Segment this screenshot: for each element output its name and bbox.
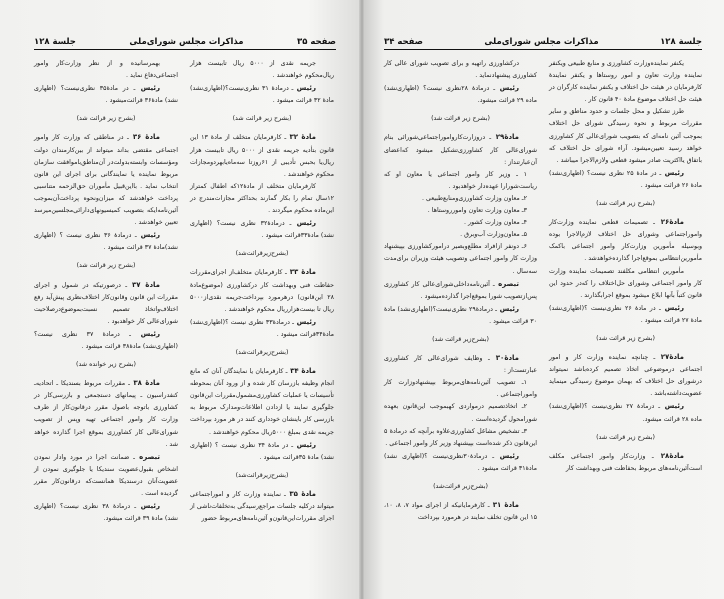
speaker-name: رئیس (660, 402, 685, 411)
left-page-columns (34, 58, 334, 525)
header-rule (384, 49, 702, 50)
article-label: مادهٔ۲۹ (491, 133, 519, 142)
reading-caption: (بشرح زیر قرائت شد) (76, 262, 136, 270)
session-number: جلسة ۱۲۸ (660, 37, 702, 47)
speaker-name: رئیس (135, 84, 160, 93)
reading-caption: (بشرح زیر قرائت شد) (596, 433, 655, 441)
article-paragraph (190, 365, 334, 439)
speaker-name: رئیس (496, 304, 519, 313)
paragraph-text: ـ دروزارت‌کاروامور‌اجتماعی‌شورائی بنام شورای‌عالی کار کشاورزی‌تشکیل میشود که‌اعضای آن‌عبارتنداز : (384, 134, 537, 166)
speaker-line (549, 400, 702, 425)
article-label: مادهٔ ۳۵ (285, 489, 317, 498)
reading-caption: (بشرح زیر قرائت شد) (596, 334, 655, 342)
article-label: مادهٔ۲۸ (653, 451, 684, 460)
column-right (549, 58, 702, 524)
article-paragraph (549, 351, 702, 400)
article-label: مادهٔ ۳۸ (129, 379, 160, 388)
paragraph-text: ـ چنانچه نماینده وزارت کار و امور اجتماعی درموضوعی اتخاذ تصمیم کرده‌باشد نمیتواند درشورای حل اختلاف که بهمان موضوع رسیدگی مینماید عضویت‌داشته‌باشد . (549, 354, 702, 398)
article-label: مادهٔ ۳۶ (128, 133, 160, 142)
paragraph-text: یکنفر نماینده‌وزارت کشاورزی و منابع طبیعی ویکنفر نماینده وزارت تعاون و امور روستاها و یکنفر نمایندهٔ کارفرمایان در هیئت حل اختلاف و یکنفر نماینده کارگران در هیئت حل اختلاف موضوع مادهٔ ۴۰ قانون کار . (549, 60, 702, 104)
reading-caption: (بشرح زیر قرائت شد) (431, 115, 490, 123)
reading-caption: (بشرح‌زیرقرائت‌شد) (235, 348, 289, 356)
column-right (190, 58, 334, 525)
page-number: صفحه ۳۴ (384, 37, 423, 47)
reading-caption: (بشرح‌زیر قرائت شد) (432, 335, 489, 343)
paragraph-text: ـ درمادهٔ ۳۷ نظری نیست؟ (اظهاری‌نشد) مادهٔ۳۸ قرائت میشود . (34, 330, 178, 350)
article-paragraph (34, 131, 178, 229)
speaker-name: رئیس (495, 84, 520, 93)
paragraph-text: مأمورین انتظامی مکلفند تصمیمات نماینده وزارت کار وامور اجتماعی وشورای حل‌اختلاف را که‌در حدود این قانون کتباً بآنها ابلاغ میشود بموقع اجرابگذارند . (549, 267, 702, 299)
article-paragraph (384, 499, 537, 524)
paragraph-text: ـ در مناطقی که وزارت کار وامور اجتماعی مقتضی بداند میتواند از بین‌کارمندان دولت ومؤسسات وابسته‌بدولت‌در آن‌مناطق‌باموافقت سازمان مربوط نماینده یا نمایندگانی برای اجرای این قانون انتخاب نماید . بااین‌قبیل مأموران حق‌الزحمه متناسبی پرداخت خواهدشد که میزان‌ونحوه پرداخت‌آن‌بموجب آئین‌نامه‌ایکه بتصویب کمیسیونهای‌دارائی‌مجلسین‌میرسد تعیین خواهدشد . (34, 134, 178, 227)
note-paragraph (384, 278, 537, 303)
article-paragraph (190, 131, 334, 180)
text-paragraph (34, 58, 178, 82)
article-label: مادهٔ ۳۱ (489, 501, 520, 510)
article-label: مادهٔ ۳۳ (286, 268, 316, 277)
speaker-line (384, 303, 537, 328)
speaker-name: رئیس (136, 231, 160, 240)
list-item: ۶ـ دونفر ازافراد مطلع‌وبصیر درامورکشاورزی بپیشنهاد وزارت کار وامور اجتماعی وتصویب هیئت وزیران برای‌مدت سه‌سال . (384, 243, 537, 275)
speaker-line (190, 82, 334, 107)
article-paragraph (384, 131, 537, 168)
article-label: مادهٔ ۳۷ (127, 280, 160, 289)
article-paragraph (190, 488, 334, 525)
list-item: ۴ـ معاون وزارت کشور . (464, 219, 527, 227)
reading-caption: (بشرح زیر قرائت شد) (232, 115, 292, 123)
paragraph-text: ـ کارفرمایان متخلف‌از اجرای‌مقررات حفاظت فنی وبهداشت کار درکشاورزی (موضوع‌مادهٔ ۲۸ این‌قانون) درهرمورد بپرداخت‌جریمه نقدی‌از۵۰۰۰ ریال تا بیست‌هزارریال محکوم خواهندشد . (190, 269, 334, 313)
reading-caption: (بشرح‌زیرقرائت‌شد) (235, 471, 289, 479)
speaker-name: رئیس (293, 440, 316, 449)
speaker-name: رئیس (660, 303, 684, 312)
list-item: ۳ـ معاون وزارت تعاون وامورروستاها . (427, 207, 527, 215)
speaker-name: رئیس (494, 451, 519, 460)
speaker-line (34, 82, 178, 107)
paragraph-text: ـ درمادهٔ ۲۷ نظری‌نیست ؟(اظهاری‌نشد) ماده ۲۸ قرائت میشود. (549, 403, 702, 423)
speaker-name: رئیس (293, 317, 316, 326)
paragraph-text: درکشاورزی راتهیه و برای تصویب شورای عالی کار کشاورزی پیشنهادنماید . (384, 60, 537, 80)
paragraph-text: جریمه نقدی از ۵۰۰۰ ریال تابیست هزار ریال‌محکوم خواهندشد . (190, 60, 334, 80)
right-page-header (384, 33, 702, 47)
article-label: مادهٔ ۳۲ (286, 133, 317, 142)
right-page (362, 0, 724, 599)
list-item: ۱ ـ وزیر کار وامور اجتماعی یا معاون او که ریاست‌شورارا عهده‌دار خواهدبود . (384, 170, 537, 190)
article-label: مادهٔ۲۷ (655, 353, 685, 362)
text-paragraph (549, 58, 702, 106)
speaker-name: رئیس (293, 84, 316, 93)
list-item: ۱ـ تصویب آئین‌نامه‌های‌مربوط بپیشنهادوزارت کار وامور‌اجتماعی . (384, 379, 537, 399)
paragraph-text: ـ در مادهٔ ۲۶ نظری‌نیست ؟(اظهاری‌نشد) مادهٔ ۲۷ قرائت میشود . (549, 304, 702, 324)
article-label: مادهٔ ۳۴ (287, 367, 317, 376)
article-label: مادهٔ۲۶ (655, 218, 684, 227)
list-item: ۵ـ معاون‌وزارت آب‌وبرق . (460, 231, 527, 239)
paragraph-text: طرز تشکیل و محل جلسات و حدود مناطق و سایر مقررات مربوط و نحوه رسیدگی شورای حل اختلاف بموجب آئین نامه‌ای که بتصویب شورای‌عالی کار کشاورزی خواهد رسید تعیین‌میشود. آراء شورای حل اختلاف که باتفاق یااکثریت صادر میشود قطعی ولازم‌الاجرا میباشد . (549, 108, 702, 164)
header-rule (34, 49, 336, 50)
text-paragraph (190, 58, 334, 82)
speaker-line (34, 328, 178, 353)
paragraph-text: ـ در مادهٔ ۳۴ نظری نیست ؟ (اظهاری نشد) مادهٔ ۳۵قرائت میشود . (190, 441, 334, 461)
speaker-line (549, 302, 702, 327)
right-page-columns (384, 58, 702, 524)
list-item: ۳ـ تشخیص مشاغل کشاورزی‌علاوه برآنچه که درمادهٔ ۵ این‌قانون ذکر شده‌است بپیشنهاد وزیر کار وامور اجتماعی . (384, 427, 537, 447)
paragraph-text: ـ درمادهٔ ۳۸ نظری نیست؟ (اظهاری نشد) مادهٔ ۳۹ قرائت میشود. (34, 503, 178, 523)
reading-caption: (بشرح‌زیر قرائت‌شد) (433, 483, 488, 490)
text-paragraph (190, 181, 334, 217)
article-label: تبصره (134, 452, 160, 461)
article-paragraph (549, 450, 702, 475)
paragraph-text: بهمرسانیده و از نظر وزارت‌کار وامور اجتماعی‌دفاع نماید . (34, 60, 178, 80)
list-item: ۲ـ معاون وزارت کشاورزی‌ومنابع‌طبیعی . (421, 194, 527, 202)
column-left (34, 58, 178, 525)
paragraph-text: ـ درمادهٔ۳۳ نظری نیست ؟(اظهاری‌نشد) مادهٔ۳۴قرائت میشود . (190, 318, 334, 338)
speaker-line (190, 439, 334, 464)
article-paragraph (384, 352, 537, 377)
reading-caption: (بشرح‌زیرقرائت‌شد) (235, 250, 289, 258)
reading-caption: (بشرح زیر قرائت شد) (76, 115, 136, 123)
paragraph-text: ـ در مادهٔ۳۵ نظری‌نیست؟ (اظهاری نشد) مادهٔ۳۶ قرائت‌میشود . (34, 85, 178, 105)
note-paragraph (34, 451, 178, 500)
paragraph-text: ـ کارفرمایان یا نمایندگان آنان که مانع انجام وظیفه بازرسان کار شده و از ورود آنان بمحوطه تأسیسات یا عملیات کشاورزی‌مشمول‌مقررات این‌قانون جلوگیری نمایند یا ازدادن اطلاعات‌ومدارک مربوط به بازرسی کار باینشان خودداری کنند در هر مورد بپرداخت جریمه نقدی بمبلغ ۵۰۰۰ریال محکوم خواهندشد . (190, 368, 334, 436)
list-item: ۲ـ اتخاذتصمیم درمواردی کهبموجب این‌قانون بعهده شورامحول گردیده‌است . (384, 403, 537, 423)
article-label: مادهٔ۳۰ (489, 354, 520, 363)
article-paragraph (34, 279, 178, 328)
speaker-line (190, 217, 334, 242)
article-paragraph (190, 266, 334, 315)
paragraph-text: ـ ضمانت اجرا در مورد وادار نمودن اشخاص بقبول‌عضویت سندیکا یا جلوگیری نمودن از عضویت‌آنان درسندیکا همانست‌که درقانون‌کار مقرر گردیده است . (34, 453, 178, 497)
paragraph-text: ـ نماینده وزارت کار و اموراجتماعی میتواند درکلیه جلسات مراجع‌رسیدگی به‌تخلفات‌ناشی از اجرای مقررات‌این‌قانون‌و آئین‌نامه‌های‌مربوط حضور (190, 490, 334, 523)
text-paragraph (384, 58, 537, 82)
paragraph-text: ـ درمادهٔ ۳۶ نظری نیست ؟ (اظهاری نشد)مادهٔ ۳۷ قرائت میشود . (34, 232, 178, 252)
speaker-line (549, 167, 702, 192)
speaker-line (190, 316, 334, 341)
paragraph-text: ـ کارفرمایان متخلف از مادهٔ ۱۳ این قانون بتأدیه جریمه نقدی از ۵۰۰۰ ریال تابیست هزار ریال‌یا بحبس تأدیبی از ۶۱روزتا سه‌ماه‌یابهردومجازات محکوم خواهندشد . (190, 134, 334, 178)
reading-caption: (بشرح زیر خوانده شد) (76, 361, 136, 369)
speaker-name: رئیس (130, 329, 161, 338)
speaker-line (34, 229, 178, 254)
header-title: مذاکرات مجلس شورای‌ملی (129, 37, 244, 47)
article-label: تبصره (494, 279, 519, 288)
paragraph-text: ـ مقررات مربوط بسندیکا ـ اتحادیه‌ـ کنفدراسیون ـ پیمانهای دستجمعی و بازرسی‌کار در کشاورزی باتوجه باصول مقرر درقانون‌کار از طرف وزارت کار وامور اجتماعی تهیه وپس از تصویب شورای‌عالی کار کشاورزی بموقع اجرا گذارده خواهد شد . (34, 380, 178, 448)
column-left (384, 58, 537, 524)
speaker-line (384, 450, 537, 475)
header-title: مذاکرات مجلس شورای‌ملی (484, 37, 599, 47)
article-paragraph (549, 216, 702, 265)
paragraph-text: ـ درمادهٔ ۳۱ نظری‌نیست؟(اظهاری‌نشد) مادهٔ ۳۲ قرائت میشود . (190, 85, 334, 105)
paragraph-text: کارفرمایان متخلف از مادهٔ۱۲که اطفال کمتراز ۱۲سال تمام را بکار گمارند بحداکثر مجازات‌مندرج در این‌ماده محکوم میگردند . (190, 182, 334, 215)
reading-caption: (بشرح زیر قرائت شد) (596, 200, 655, 208)
paragraph-text: ـ درصورتیکه در شمول و اجرای مقررات این قانون وقانون‌کار اختلاف‌نظری پیش‌آید رفع اختلاف‌واتخاذ تصمیم نسبت‌بموضوع‌درصلاحیت شورای‌عالی کار خواهدبود . (34, 281, 178, 325)
speaker-line (34, 500, 178, 525)
left-page-header (34, 33, 336, 47)
paragraph-text: ـ وزارت‌کار وامور اجتماعی مکلف است‌آئین‌نامه‌های مربوط بحفاظت فنی وبهداشت کار (549, 452, 702, 472)
paragraph-text: ـ آئین‌نامه‌داخلی‌شورای‌عالی کار کشاورزی پس‌ازتصویب شورا بموقع‌اجرا گذارده‌میشود . (384, 280, 537, 300)
paragraph-text: ـ درمادهٔ۳۰نظری‌نیست ؟(اظهاری نشد) مادهٔ۳۱ قرائت میشود . (384, 452, 537, 472)
session-number: جلسة ۱۲۸ (34, 37, 76, 47)
paragraph-text: ـ تصمیمات قطعی نماینده وزارت‌کار واموراجتماعی وشورای حل اختلاف لازم‌الاجرا بوده وبوسیله مأمورین وزارت‌کار وامور اجتماعی باکمک مأمورین‌انتظامی بموقع‌اجرا گذارده‌خواهدشد . (549, 219, 702, 263)
paragraph-text: ـ در مادهٔ ۲۵ نظری نیست؟ (اظهاری‌نشد) مادهٔ ۲۶ قرائت میشود . (549, 169, 702, 189)
speaker-name: رئیس (291, 219, 316, 228)
speaker-line (384, 82, 537, 107)
book-gutter (359, 0, 365, 599)
paragraph-text: ـ وظایف شورای‌عالی کار کشاورزی عبارتست‌از : (384, 355, 537, 375)
text-paragraph (549, 266, 702, 302)
page-number: صفحه ۳۵ (297, 37, 336, 47)
paragraph-text: ـ درمادهٔ ۲۸نظری نیست؟ (اظهاری‌نشد) ماده ۲۹ قرائت میشود. (384, 85, 537, 105)
text-paragraph (549, 106, 702, 166)
speaker-name: رئیس (661, 168, 684, 177)
paragraph-text: ـ کارفرمایانیکه از اجرای مواد ۷، ۸، ۱۰، ۱۵ این قانون تخلف نمایند در هرمورد بپرداخت (384, 502, 537, 522)
paragraph-text: ـ درمادهٔ۳۲ نظری نیست؟ (اظهاری نشد) مادهٔ۳۳قرائت میشود . (190, 220, 334, 240)
article-paragraph (34, 377, 178, 451)
paragraph-text: ـ درمادهٔ۲۹ نظری‌نیست؟(اظهاری‌نشد) مادهٔ ۳۰ قرائت میشود . (384, 305, 537, 325)
speaker-name: رئیس (136, 502, 160, 511)
